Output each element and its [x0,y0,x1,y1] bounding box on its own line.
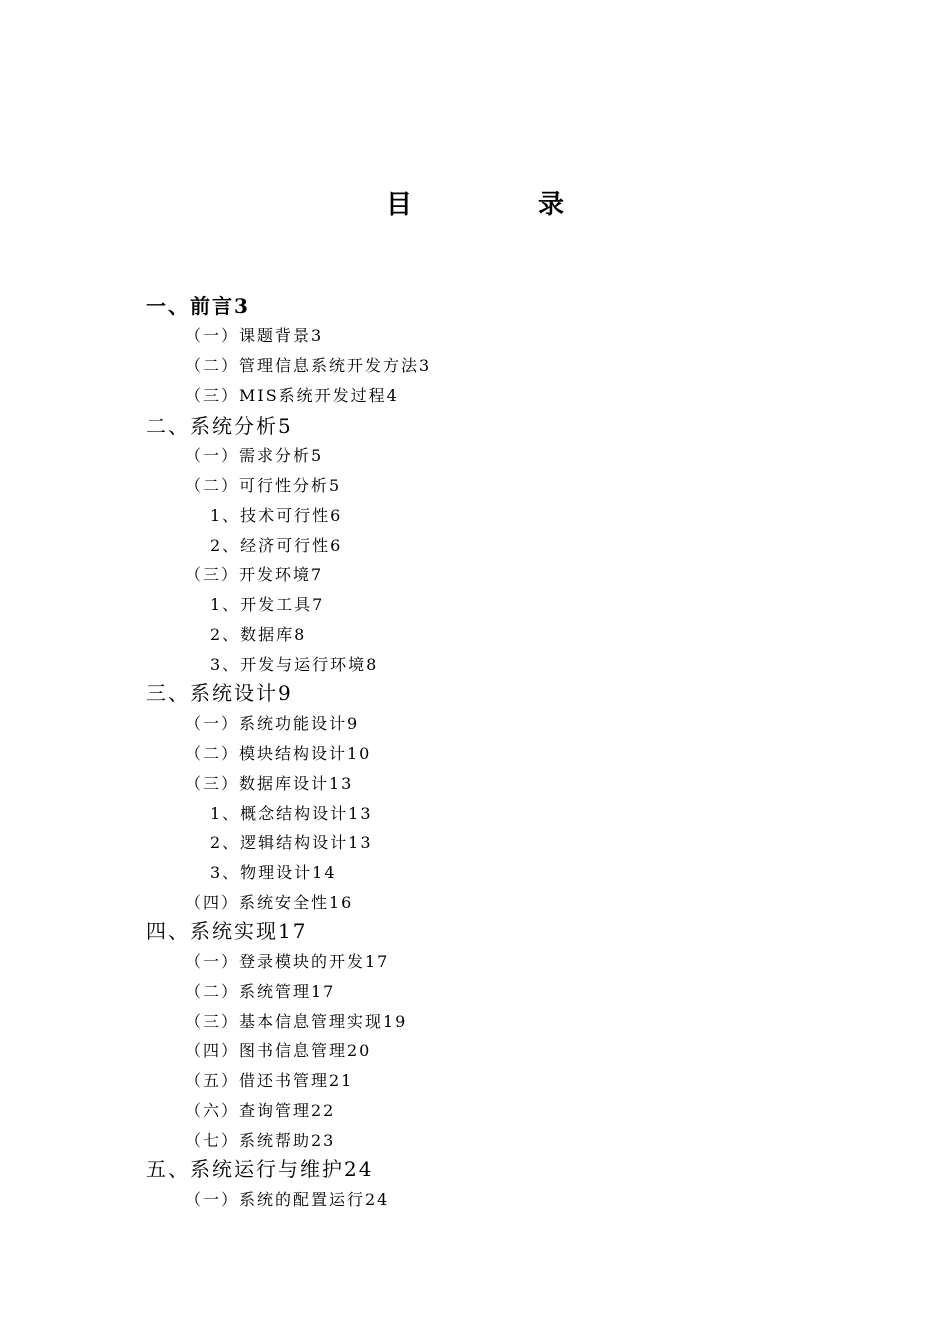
toc-entry-section[interactable]: （三）开发环境7 [185,565,324,584]
toc-entry-section[interactable]: （二）管理信息系统开发方法3 [185,356,432,375]
toc-entry-section[interactable]: （三）基本信息管理实现19 [185,1012,408,1031]
toc-entry-chapter[interactable]: 三、系统设计9 [146,681,293,705]
toc-entry-section[interactable]: （二）系统管理17 [185,982,336,1001]
toc-entry-chapter[interactable]: 五、系统运行与维护24 [146,1157,374,1181]
toc-entry-subsection[interactable]: 3、开发与运行环境8 [210,655,379,674]
toc-entry-subsection[interactable]: 1、技术可行性6 [210,506,343,525]
toc-entry-section[interactable]: （三）数据库设计13 [185,774,354,793]
toc-entry-section[interactable]: （四）系统安全性16 [185,893,354,912]
toc-entry-section[interactable]: （一）登录模块的开发17 [185,952,390,971]
toc-entry-section[interactable]: （二）模块结构设计10 [185,744,372,763]
toc-entry-section[interactable]: （六）查询管理22 [185,1101,336,1120]
toc-entry-section[interactable]: （七）系统帮助23 [185,1131,336,1150]
toc-entry-section[interactable]: （一）系统的配置运行24 [185,1190,390,1209]
toc-entry-subsection[interactable]: 1、开发工具7 [210,595,325,614]
toc-entry-subsection[interactable]: 2、数据库8 [210,625,307,644]
toc-entry-section[interactable]: （五）借还书管理21 [185,1071,354,1090]
toc-entry-section[interactable]: （一）系统功能设计9 [185,714,360,733]
toc-entry-section[interactable]: （四）图书信息管理20 [185,1041,372,1060]
toc-entry-subsection[interactable]: 2、经济可行性6 [210,536,343,555]
toc-entry-section[interactable]: （一）需求分析5 [185,446,324,465]
toc-entry-chapter[interactable]: 四、系统实现17 [146,919,308,943]
toc-entry-section[interactable]: （一）课题背景3 [185,326,324,345]
toc-entry-subsection[interactable]: 1、概念结构设计13 [210,804,373,823]
toc-entry-section[interactable]: （三）MIS系统开发过程4 [185,386,399,405]
toc-entry-subsection[interactable]: 3、物理设计14 [210,863,337,882]
toc-entry-chapter[interactable]: 二、系统分析5 [146,414,293,438]
toc-entry-subsection[interactable]: 2、逻辑结构设计13 [210,833,373,852]
toc-title: 目 录 [385,190,614,220]
toc-entry-chapter[interactable]: 一、前言3 [146,294,250,318]
toc-entry-section[interactable]: （二）可行性分析5 [185,476,342,495]
